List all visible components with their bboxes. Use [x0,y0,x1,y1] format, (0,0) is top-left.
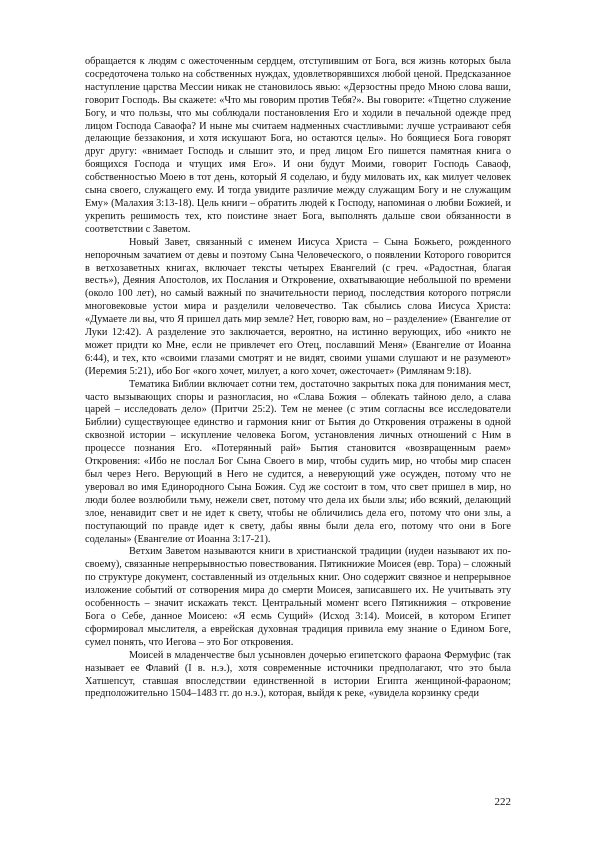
paragraph-moses: Моисей в младенчестве был усыновлен дочерью египетского фараона Фермуфис (так называет ее Флавий (I в. н.э.), хотя современные источники предполагают, что это была Хатшепсут, ставшая впоследствии единственной в истории Египта женщиной-фараоном; предположительно 1504–1483 гг. до н.э.), которая, выйдя к реке, «увидела корзинку среди [85,649,511,700]
paragraph-bible-themes: Тематика Библии включает сотни тем, достаточно закрытых пока для понимания мест, часто вызывающих споры и разногласия, но «Слава Божия – облекать тайною дело, а слава царей – исследовать дело» (Притчи 25:2). Тем не менее (с этим согласны все исследователи Библии) существующее единство и гармония книг от Бытия до Откровения отражены в одной сквозной истории – искупление человека Богом, установления личных отношений с Ним в процессе познания Его. «Потерянный рай» Бытия становится «возвращенным раем» Откровения: «Ибо не послал Бог Сына Своего в мир, чтобы судить мир, но чтобы мир спасен был через Него. Верующий в Него не судится, а неверующий уже осужден, потому что не уверовал во имя Единородного Сына Божия. Суд же состоит в том, что свет пришел в мир, но люди более возлюбили тьму, нежели свет, потому что дела их были злы; ибо всякий, делающий злое, ненавидит свет и не идет к свету, чтобы не обличились дела его, потому что они злы, а поступающий по правде идет к свету, дабы явны были дела его, потому что они в Боге соделаны» (Евангелие от Иоанна 3:17-21). [85,378,511,545]
paragraph-new-testament: Новый Завет, связанный с именем Иисуса Христа – Сына Божьего, рожденного непорочным зачатием от девы и поэтому Сына Человеческого, о появлении Которого говорится в ветхозаветных книгах, включает тексты четырех Евангелий (с греч. «Радостная, благая весть»), Деяния Апостолов, их Послания и Откровение, охватывающие небольшой по времени (около 100 лет), но самый важный по значительности период, последствия которого потрясли многовековые устои мира и разделили человечество. Так сбылись слова Иисуса Христа: «Думаете ли вы, что Я пришел дать мир земле? Нет, говорю вам, но – разделение» (Евангелие от Луки 12:42). А разделение это заключается, вероятно, на истинно верующих, ибо «никто не может придти ко Мне, если не привлечет его Отец, пославший Меня» (Евангелие от Иоанна 6:44), и тех, кто «своими глазами смотрят и не видят, своими ушами слушают и не разумеют» (Иеремия 5:21), ибо Бог «кого хочет, милует, а кого хочет, ожесточает» (Римлянам 9:18). [85,236,511,377]
document-body [85,56,511,701]
page-number: 222 [494,796,511,808]
paragraph-continuation: обращается к людям с ожесточенным сердцем, отступившим от Бога, вся жизнь которых была сосредоточена только на собственных нуждах, удовлетворявшихся любой ценой. Предсказанное наступление царства Мессии никак не становилось явью: «Дерзостны предо Мною слова ваши, говорит Господь. Вы скажете: «Что мы говорим против Тебя?». Вы говорите: «Тщетно служение Богу, и что пользы, что мы соблюдали постановления Его и ходили в печальной одежде пред лицом Господа Саваофа? И ныне мы считаем надменных счастливыми: лучше устраивают себя делающие беззакония, и хотя искушают Бога, но остаются целы». Но боящиеся Бога говорят друг другу: «внимает Господь и слышит это, и пред лицом Его пишется памятная книга о боящихся Господа и чтущих имя Его». И они будут Моими, говорит Господь Саваоф, собственностью Моею в тот день, который Я соделаю, и буду миловать их, как милует человек сына своего, служащего ему. И тогда увидите различие между служащим Богу и не служащим Ему» (Малахия 3:13-18). Цель книги – обратить людей к Господу, напоминая о любви Божией, и укрепить решимость тех, кто поистине знает Бога, выполнять дальше свои обязанности в соответствии с Заветом. [85,56,511,235]
paragraph-old-testament: Ветхим Заветом называются книги в христианской традиции (иудеи называют их по-своему), связанные непрерывностью повествования. Пятикнижие Моисея (евр. Тора) – сложный по структуре документ, составленный из отдельных книг. Оно содержит связное и непрерывное изложение событий от сотворения мира до смерти Моисея, записавшего их. Не учитывать эту особенность – значит искажать текст. Центральный момент всего Пятикнижия – откровение Бога о Себе, данное Моисею: «Я есмь Сущий» (Исход 3:14). Моисей, в котором Египет сформировал мыслителя, а еврейская духовная традиция привила ему знание о Едином Боге, сумел понять, что Иегова – это Бог откровения. [85,546,511,648]
